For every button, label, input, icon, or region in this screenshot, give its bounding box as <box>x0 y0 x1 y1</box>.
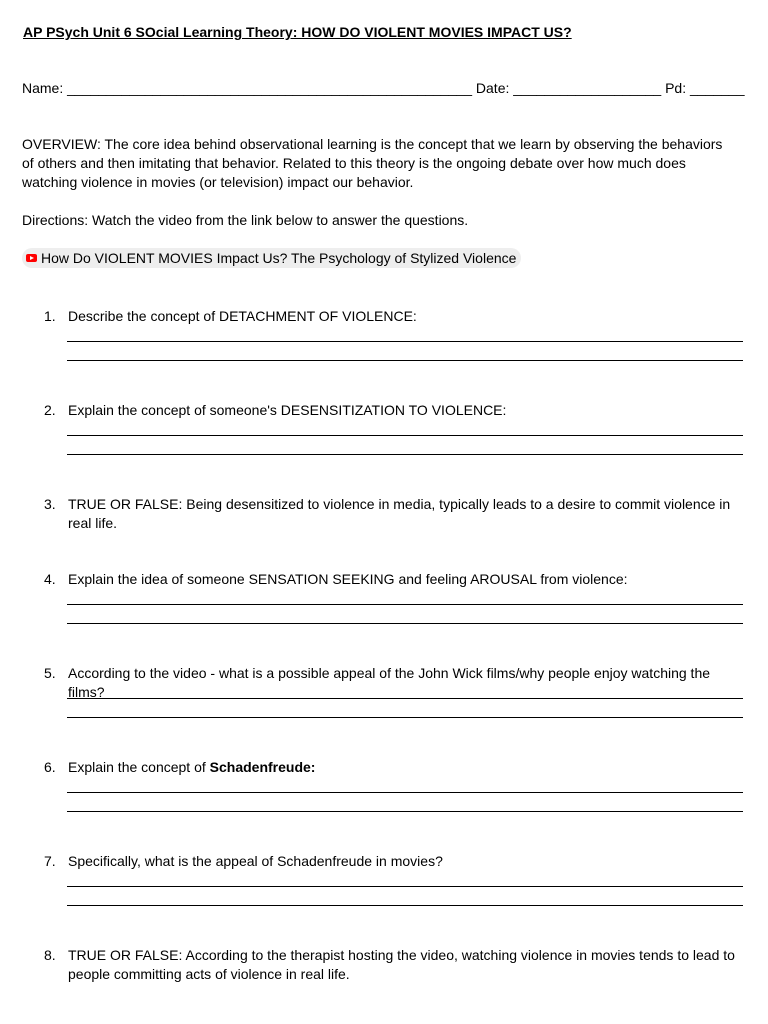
question-text: According to the video - what is a possible appeal of the John Wick films/why people enjoy watching the films? <box>68 665 711 700</box>
answer-line[interactable] <box>67 435 743 436</box>
question-text-prefix: Explain the concept of <box>68 759 210 775</box>
question-text: Explain the idea of someone SENSATION SEEKING and feeling AROUSAL from violence: <box>68 571 628 587</box>
video-link-label[interactable]: How Do VIOLENT MOVIES Impact Us? The Psychology of Stylized Violence <box>41 249 517 266</box>
question-number: 4. <box>44 571 56 587</box>
question-number: 7. <box>44 853 56 869</box>
student-info-row <box>22 79 745 98</box>
date-blank: ___________________ <box>513 80 662 96</box>
name-label: Name: <box>22 80 64 96</box>
question-number: 2. <box>44 402 56 418</box>
answer-line[interactable] <box>67 905 743 906</box>
answer-line[interactable] <box>67 454 743 455</box>
answer-line[interactable] <box>67 717 743 718</box>
name-blank: ____________________________________________________ <box>67 80 473 96</box>
answer-line[interactable] <box>67 792 743 793</box>
question-number: 3. <box>44 496 56 512</box>
schadenfreude-term: Schadenfreude: <box>209 759 316 775</box>
date-label: Date: <box>475 80 510 96</box>
question-text: Describe the concept of DETACHMENT OF VIOLENCE: <box>68 308 417 324</box>
directions-text: Directions: Watch the video from the link below to answer the questions. <box>22 212 469 228</box>
page-title: AP PSych Unit 6 SOcial Learning Theory: HOW DO VIOLENT MOVIES IMPACT US? <box>23 24 572 40</box>
pd-blank: _______ <box>690 80 745 96</box>
question-text: Specifically, what is the appeal of Schadenfreude in movies? <box>68 853 443 869</box>
answer-line[interactable] <box>67 360 743 361</box>
answer-line[interactable] <box>67 886 743 887</box>
youtube-icon <box>26 254 37 262</box>
question-number: 5. <box>44 665 56 681</box>
answer-line[interactable] <box>67 811 743 812</box>
question-text: TRUE OR FALSE: Being desensitized to violence in media, typically leads to a desire to commit violence in real life. <box>68 496 731 531</box>
question-number: 8. <box>44 947 56 963</box>
video-link-chip[interactable] <box>22 248 521 268</box>
answer-line[interactable] <box>67 623 743 624</box>
question-number: 6. <box>44 759 56 775</box>
pd-label: Pd: <box>665 80 687 96</box>
question-text: Explain the concept of someone's DESENSITIZATION TO VIOLENCE: <box>68 402 507 418</box>
answer-line[interactable] <box>67 698 743 699</box>
answer-line[interactable] <box>67 604 743 605</box>
overview-paragraph: OVERVIEW: The core idea behind observational learning is the concept that we learn by observing the behaviors of others and then imitating that behavior. Related to this theory is the ongoing debate over how much does watching violence in movies (or television) impact our behavior. <box>22 136 723 190</box>
answer-line[interactable] <box>67 341 743 342</box>
question-text <box>68 758 743 777</box>
question-number: 1. <box>44 308 56 324</box>
question-text: TRUE OR FALSE: According to the therapist hosting the video, watching violence in movies tends to lead to people committing acts of violence in real life. <box>68 947 735 982</box>
